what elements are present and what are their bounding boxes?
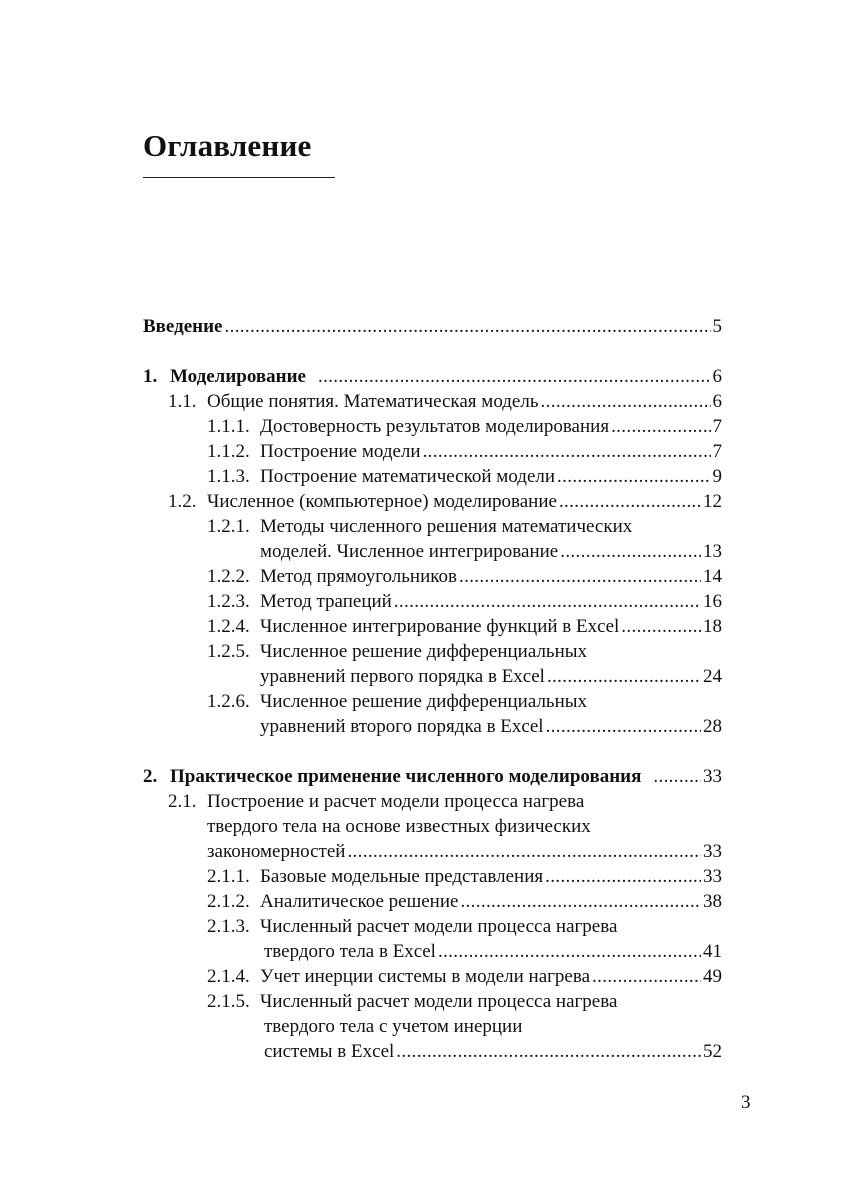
page-title: Оглавление xyxy=(143,128,312,163)
toc-entry-title: Построение модели xyxy=(260,441,421,462)
dot-leader xyxy=(546,714,701,739)
toc-entry-1-2-1 xyxy=(143,514,722,564)
toc-entry-1-2-3 xyxy=(143,589,722,614)
toc-entry-1-2 xyxy=(143,489,722,514)
toc-entry-title-line-1: Методы численного решения математических xyxy=(260,516,633,537)
dot-leader xyxy=(459,564,701,589)
toc-entry-title-line-1: Построение и расчет модели процесса нагрева xyxy=(207,791,585,812)
dot-leader xyxy=(460,889,701,914)
dot-leader xyxy=(394,589,701,614)
toc-entry-page: 5 xyxy=(712,316,722,337)
toc-entry-chapter-1 xyxy=(143,364,722,389)
toc-entry-title: Численное (компьютерное) моделирование xyxy=(207,491,557,512)
toc-entry-1-1-2 xyxy=(143,439,722,464)
toc-entry-page: 14 xyxy=(703,566,722,587)
toc-entry-page: 24 xyxy=(703,666,722,687)
toc-entry-number: 1.2.3. xyxy=(207,591,250,612)
toc-entry-title-line-2: твердого тела в Excel xyxy=(264,941,436,962)
toc-entry-title: Базовые модельные представления xyxy=(260,866,544,887)
toc-entry-title-line-2: уравнений второго порядка в Excel xyxy=(260,716,544,737)
toc-entry-title: Достоверность результатов моделирования xyxy=(260,416,610,437)
page-number: 3 xyxy=(741,1092,751,1113)
dot-leader xyxy=(560,539,701,564)
toc-entry-number: 1.2.6. xyxy=(207,691,250,712)
toc-entry-title: Метод трапеций xyxy=(260,591,392,612)
dot-leader xyxy=(611,414,710,439)
toc-entry-title-line-3: системы в Excel xyxy=(264,1041,395,1062)
toc-entry-chapter-2 xyxy=(143,764,722,789)
toc-entry-number: 2. xyxy=(143,766,158,787)
toc-entry-title-line-1: Численное решение дифференциальных xyxy=(260,691,588,712)
toc-entry-page: 33 xyxy=(703,841,722,862)
toc-entry-number: 2.1. xyxy=(168,791,197,812)
title-underline xyxy=(143,177,335,178)
toc-entry-title: Введение xyxy=(143,316,223,337)
toc-entry-number: 1.2. xyxy=(168,491,197,512)
toc-entry-number: 1.2.4. xyxy=(207,616,250,637)
toc-entry-title: Аналитическое решение xyxy=(260,891,459,912)
toc-entry-number: 1.2.1. xyxy=(207,516,250,537)
table-of-contents xyxy=(143,314,722,1064)
toc-entry-2-1-4 xyxy=(143,964,722,989)
toc-entry-2-1-2 xyxy=(143,889,722,914)
toc-entry-page: 13 xyxy=(703,541,722,562)
toc-entry-number: 1.2.5. xyxy=(207,641,250,662)
toc-entry-2-1-1 xyxy=(143,864,722,889)
toc-entry-page: 28 xyxy=(703,716,722,737)
toc-entry-number: 1.2.2. xyxy=(207,566,250,587)
dot-leader xyxy=(541,389,711,414)
toc-entry-title: Практическое применение численного моделирования xyxy=(170,766,642,787)
toc-entry-page: 52 xyxy=(703,1041,722,1062)
dot-leader xyxy=(557,464,710,489)
toc-entry-1-2-6 xyxy=(143,689,722,739)
toc-entry-title: Общие понятия. Математическая модель xyxy=(207,391,539,412)
toc-entry-page: 7 xyxy=(712,441,722,462)
toc-entry-number: 1.1. xyxy=(168,391,197,412)
toc-entry-title: Моделирование xyxy=(170,366,306,387)
toc-entry-title-line-2: твердого тела с учетом инерции xyxy=(264,1016,523,1037)
toc-entry-1-2-5 xyxy=(143,639,722,689)
toc-entry-title: Построение математической модели xyxy=(260,466,556,487)
dot-leader xyxy=(559,489,701,514)
toc-entry-title: Численное интегрирование функций в Excel xyxy=(260,616,620,637)
toc-entry-1-2-2 xyxy=(143,564,722,589)
toc-entry-page: 33 xyxy=(703,766,722,787)
toc-entry-title-line-1: Численный расчет модели процесса нагрева xyxy=(260,916,618,937)
toc-entry-title-line-2: твердого тела на основе известных физических xyxy=(207,816,591,837)
dot-leader xyxy=(545,864,701,889)
toc-entry-page: 18 xyxy=(703,616,722,637)
toc-entry-2-1-5 xyxy=(143,989,722,1064)
dot-leader xyxy=(547,664,701,689)
toc-entry-title: Учет инерции системы в модели нагрева xyxy=(260,966,591,987)
toc-entry-number: 2.1.3. xyxy=(207,916,250,937)
toc-entry-number: 2.1.5. xyxy=(207,991,250,1012)
toc-entry-1-1 xyxy=(143,389,722,414)
toc-entry-number: 1. xyxy=(143,366,158,387)
toc-entry-number: 2.1.2. xyxy=(207,891,250,912)
toc-entry-page: 6 xyxy=(712,391,722,412)
toc-entry-page: 33 xyxy=(703,866,722,887)
dot-leader xyxy=(396,1039,701,1064)
toc-entry-title-line-2: моделей. Численное интегрирование xyxy=(260,541,559,562)
toc-entry-number: 1.1.2. xyxy=(207,441,250,462)
toc-entry-title-line-1: Численный расчет модели процесса нагрева xyxy=(260,991,618,1012)
toc-entry-1-1-3 xyxy=(143,464,722,489)
dot-leader xyxy=(653,764,701,789)
toc-entry-number: 2.1.1. xyxy=(207,866,250,887)
toc-entry-page: 7 xyxy=(712,416,722,437)
toc-entry-number: 1.1.1. xyxy=(207,416,250,437)
toc-entry-title: Метод прямоугольников xyxy=(260,566,457,587)
toc-entry-2-1-3 xyxy=(143,914,722,964)
dot-leader xyxy=(225,314,711,339)
toc-entry-page: 41 xyxy=(703,941,722,962)
toc-entry-2-1 xyxy=(143,789,722,864)
toc-entry-number: 1.1.3. xyxy=(207,466,250,487)
toc-entry-page: 12 xyxy=(703,491,722,512)
toc-entry-title-line-2: уравнений первого порядка в Excel xyxy=(260,666,545,687)
toc-entry-page: 16 xyxy=(703,591,722,612)
dot-leader xyxy=(621,614,701,639)
toc-entry-page: 9 xyxy=(712,466,722,487)
toc-entry-1-2-4 xyxy=(143,614,722,639)
toc-entry-number: 2.1.4. xyxy=(207,966,250,987)
dot-leader xyxy=(347,839,701,864)
dot-leader xyxy=(438,939,701,964)
dot-leader xyxy=(318,364,711,389)
toc-entry-page: 6 xyxy=(712,366,722,387)
toc-entry-1-1-1 xyxy=(143,414,722,439)
toc-entry-title-line-3: закономерностей xyxy=(207,841,346,862)
toc-entry-page: 49 xyxy=(703,966,722,987)
toc-entry-intro xyxy=(143,314,722,339)
dot-leader xyxy=(423,439,711,464)
dot-leader xyxy=(592,964,701,989)
toc-entry-page: 38 xyxy=(703,891,722,912)
toc-entry-title-line-1: Численное решение дифференциальных xyxy=(260,641,588,662)
